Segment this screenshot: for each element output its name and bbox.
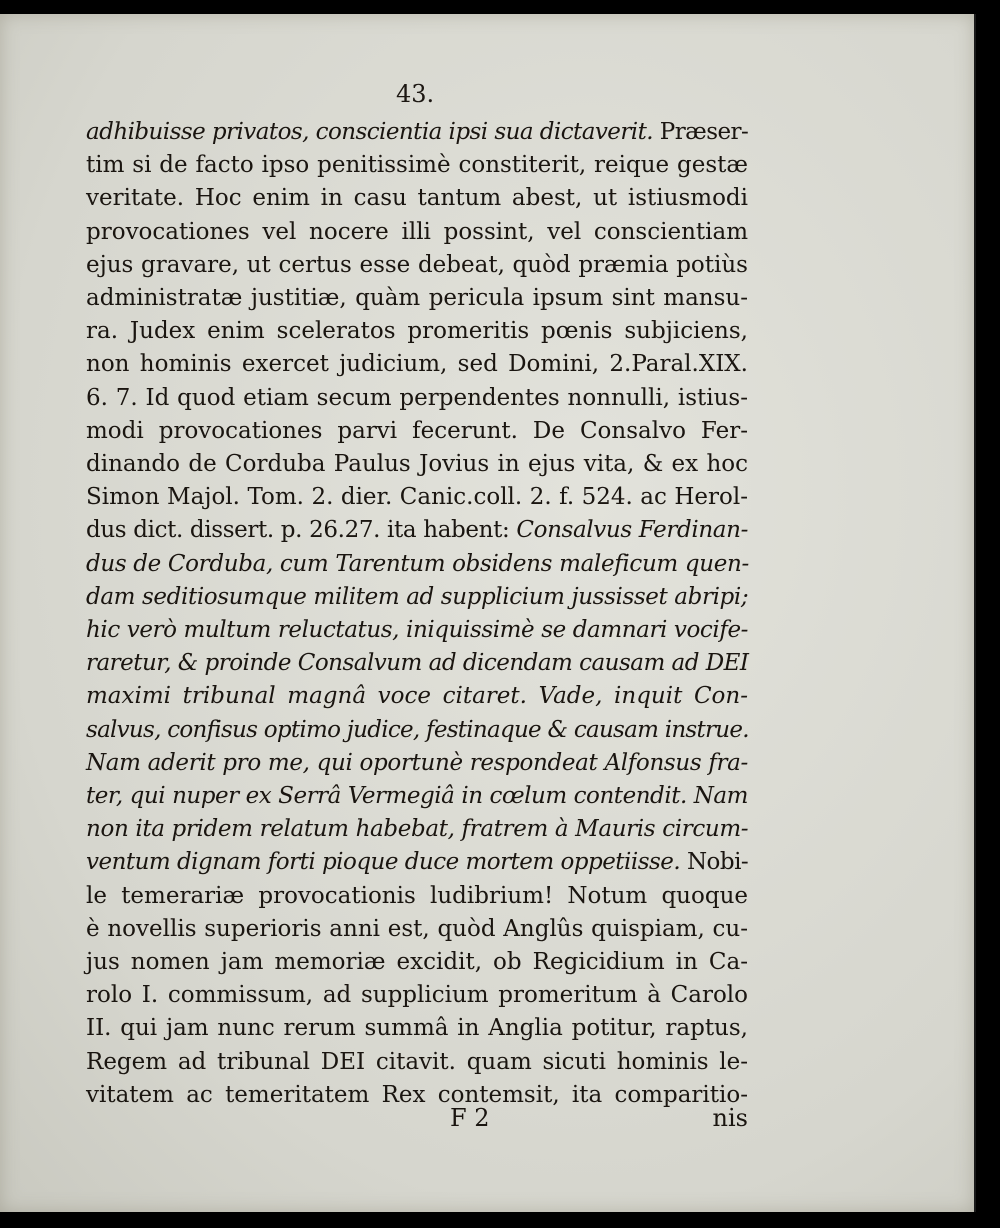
page-number: 43. bbox=[396, 80, 435, 108]
roman-text: tim si de facto ipso penitissimè constiterit, reique gestæ bbox=[86, 152, 748, 179]
text-line bbox=[86, 182, 748, 215]
text-line bbox=[86, 979, 748, 1012]
text-line bbox=[86, 913, 748, 946]
roman-text: 6. 7. Id quod etiam secum perpendentes nonnulli, istius- bbox=[86, 384, 748, 411]
text-line bbox=[86, 116, 748, 149]
roman-text: vitatem ac temeritatem Rex contemsit, ita comparitio- bbox=[86, 1081, 748, 1108]
italic-quotation: hic verò multum reluctatus, iniquissimè se damnari vocife- bbox=[86, 617, 748, 644]
text-line bbox=[86, 282, 748, 315]
roman-text: administratæ justitiæ, quàm pericula ipsum sint mansu- bbox=[86, 285, 748, 312]
text-line bbox=[86, 780, 748, 813]
text-line bbox=[86, 415, 748, 448]
roman-text: veritate. Hoc enim in casu tantum abest, ut istiusmodi bbox=[86, 185, 748, 212]
roman-text: dus dict. dissert. p. 26.27. ita habent: bbox=[86, 517, 517, 544]
roman-text: le temerariæ provocationis ludibrium! Notum quoque bbox=[86, 882, 748, 909]
roman-text: rolo I. commissum, ad supplicium promeritum à Carolo bbox=[86, 982, 748, 1009]
text-line bbox=[86, 548, 748, 581]
text-block bbox=[86, 116, 748, 1112]
text-line bbox=[86, 249, 748, 282]
italic-quotation: dus de Corduba, cum Tarentum obsidens maleficum quen- bbox=[86, 550, 749, 577]
text-line bbox=[86, 880, 748, 913]
italic-quotation: maximi tribunal magnâ voce citaret. Vade, inquit Con- bbox=[86, 683, 748, 710]
italic-quotation: Consalvus Ferdinan- bbox=[516, 517, 748, 544]
italic-quotation: salvus, confisus optimo judice, festinaque & causam instrue. bbox=[86, 716, 749, 743]
text-line bbox=[86, 382, 748, 415]
text-line bbox=[86, 315, 748, 348]
roman-text: II. qui jam nunc rerum summâ in Anglia potitur, raptus, bbox=[86, 1015, 748, 1042]
roman-text: modi provocationes parvi fecerunt. De Consalvo Fer- bbox=[86, 417, 748, 444]
roman-text: Regem ad tribunal DEI citavit. quam sicuti hominis le- bbox=[86, 1048, 748, 1075]
text-line bbox=[86, 581, 748, 614]
roman-text: Nobi- bbox=[680, 849, 749, 876]
text-line bbox=[86, 1079, 748, 1112]
roman-text: Præser- bbox=[653, 119, 749, 145]
italic-quotation: ter, qui nuper ex Serrâ Vermegiâ in cœlum contendit. Nam bbox=[86, 783, 748, 810]
text-line bbox=[86, 149, 748, 182]
roman-text: ejus gravare, ut certus esse debeat, quòd præmia potiùs bbox=[86, 251, 748, 278]
text-line bbox=[86, 448, 748, 481]
italic-quotation: Nam aderit pro me, qui oportunè respondeat Alfonsus fra- bbox=[86, 749, 748, 776]
roman-text: non hominis exercet judicium, sed Domini, 2.Paral.XIX. bbox=[86, 351, 748, 378]
text-line bbox=[86, 680, 748, 713]
text-line bbox=[86, 216, 748, 249]
text-line bbox=[86, 348, 748, 381]
signature-mark: F 2 bbox=[450, 1104, 490, 1132]
book-page bbox=[0, 14, 976, 1212]
roman-text: provocationes vel nocere illi possint, vel conscientiam bbox=[86, 218, 748, 245]
italic-quotation: ventum dignam forti pioque duce mortem oppetiisse. bbox=[86, 849, 681, 876]
catchword: nis bbox=[712, 1104, 748, 1132]
italic-quotation: raretur, & proinde Consalvum ad dicendam causam ad DEI bbox=[86, 650, 749, 677]
text-line bbox=[86, 514, 748, 547]
text-line bbox=[86, 813, 748, 846]
roman-text: Simon Majol. Tom. 2. dier. Canic.coll. 2. f. 524. ac Herol- bbox=[86, 484, 748, 511]
text-line bbox=[86, 946, 748, 979]
italic-quotation: non ita pridem relatum habebat, fratrem à Mauris circum- bbox=[86, 816, 749, 843]
roman-text: dinando de Corduba Paulus Jovius in ejus vita, & ex hoc bbox=[86, 451, 748, 478]
roman-text: jus nomen jam memoriæ excidit, ob Regicidium in Ca- bbox=[86, 949, 748, 976]
roman-text: è novellis superioris anni est, quòd Anglûs quispiam, cu- bbox=[86, 915, 748, 942]
text-line bbox=[86, 1046, 748, 1079]
text-line bbox=[86, 714, 748, 747]
text-line bbox=[86, 481, 748, 514]
italic-quotation: adhibuisse privatos, conscientia ipsi sua dictaverit. bbox=[86, 119, 654, 145]
roman-text: ra. Judex enim sceleratos promeritis pœnis subjiciens, bbox=[86, 318, 748, 345]
text-line bbox=[86, 846, 748, 879]
text-line bbox=[86, 1012, 748, 1045]
italic-quotation: dam seditiosumque militem ad supplicium jussisset abripi; bbox=[86, 583, 749, 610]
text-line bbox=[86, 614, 748, 647]
text-line bbox=[86, 647, 748, 680]
text-line bbox=[86, 747, 748, 780]
